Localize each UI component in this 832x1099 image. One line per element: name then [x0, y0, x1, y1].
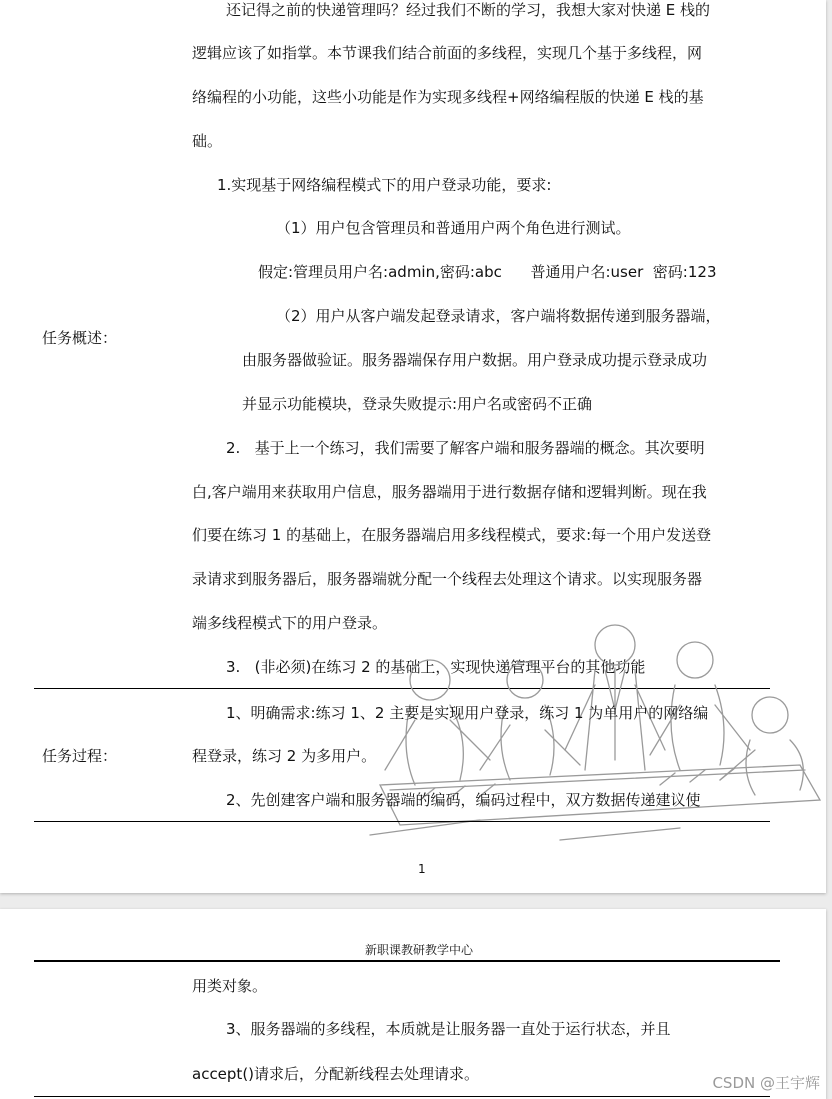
csdn-watermark: CSDN @王宇辉: [712, 1074, 820, 1092]
req1-item2-line-1: （2）用户从客户端发起登录请求，客户端将数据传递到服务器端，: [276, 307, 721, 325]
page2-line-1: 用类对象。: [192, 977, 268, 995]
page2-line-2: 3、服务器端的多线程，本质就是让服务器一直处于运行状态，并且: [226, 1020, 671, 1038]
process-line-3: 2、先创建客户端和服务器端的编码，编码过程中，双方数据传递建议使: [226, 791, 701, 809]
intro-line-1: 还记得之前的快递管理吗？经过我们不断的学习，我想大家对快递 E 栈的: [226, 1, 711, 19]
meeting-sketch-illustration: [360, 610, 830, 850]
req2-line-2: 白,客户端用来获取用户信息，服务器端用于进行数据存储和逻辑判断。现在我: [192, 483, 707, 501]
process-line-1: 1、明确需求:练习 1、2 主要是实现用户登录，练习 1 为单用户的网络编: [226, 704, 709, 722]
req2-line-5: 端多线程模式下的用户登录。: [192, 614, 388, 632]
req1-item2-line-3: 并显示功能模块，登录失败提示:用户名或密码不正确: [242, 395, 593, 413]
req3-line: 3. (非必须)在练习 2 的基础上，实现快递管理平台的其他功能: [226, 658, 646, 676]
req1-item1: （1）用户包含管理员和普通用户两个角色进行测试。: [276, 219, 631, 237]
intro-line-2: 逻辑应该了如指掌。本节课我们结合前面的多线程，实现几个基于多线程，网: [192, 44, 703, 62]
intro-line-3: 络编程的小功能，这些小功能是作为实现多线程+网络编程版的快递 E 栈的基: [192, 88, 704, 106]
req1-item2-line-2: 由服务器做验证。服务器端保存用户数据。用户登录成功提示登录成功: [242, 351, 708, 369]
task-overview-label: 任务概述：: [42, 329, 118, 347]
intro-line-4: 础。: [192, 132, 223, 150]
page-header: 新职课教研教学中心: [365, 943, 474, 957]
document-page-2: [0, 909, 826, 1099]
req2-line-3: 们要在练习 1 的基础上，在服务器端启用多线程模式，要求:每一个用户发送登: [192, 526, 712, 544]
task-process-label: 任务过程：: [42, 747, 118, 765]
req2-line-4: 录请求到服务器后，服务器端就分配一个线程去处理这个请求。以实现服务器: [192, 570, 703, 588]
table-bottom-border: [34, 821, 770, 822]
page2-line-3: accept()请求后，分配新线程去处理请求。: [192, 1065, 480, 1083]
req1-assumption: 假定:管理员用户名:admin,密码:abc 普通用户名:user 密码:123: [258, 263, 717, 281]
page-number: 1: [418, 862, 426, 876]
process-line-2: 程登录，练习 2 为多用户。: [192, 747, 377, 765]
page2-table-border: [34, 1096, 770, 1097]
req1-title: 1.实现基于网络编程模式下的用户登录功能，要求:: [217, 176, 552, 194]
req2-line-1: 2. 基于上一个练习，我们需要了解客户端和服务器端的概念。其次要明: [226, 439, 705, 457]
header-rule: [34, 960, 780, 962]
